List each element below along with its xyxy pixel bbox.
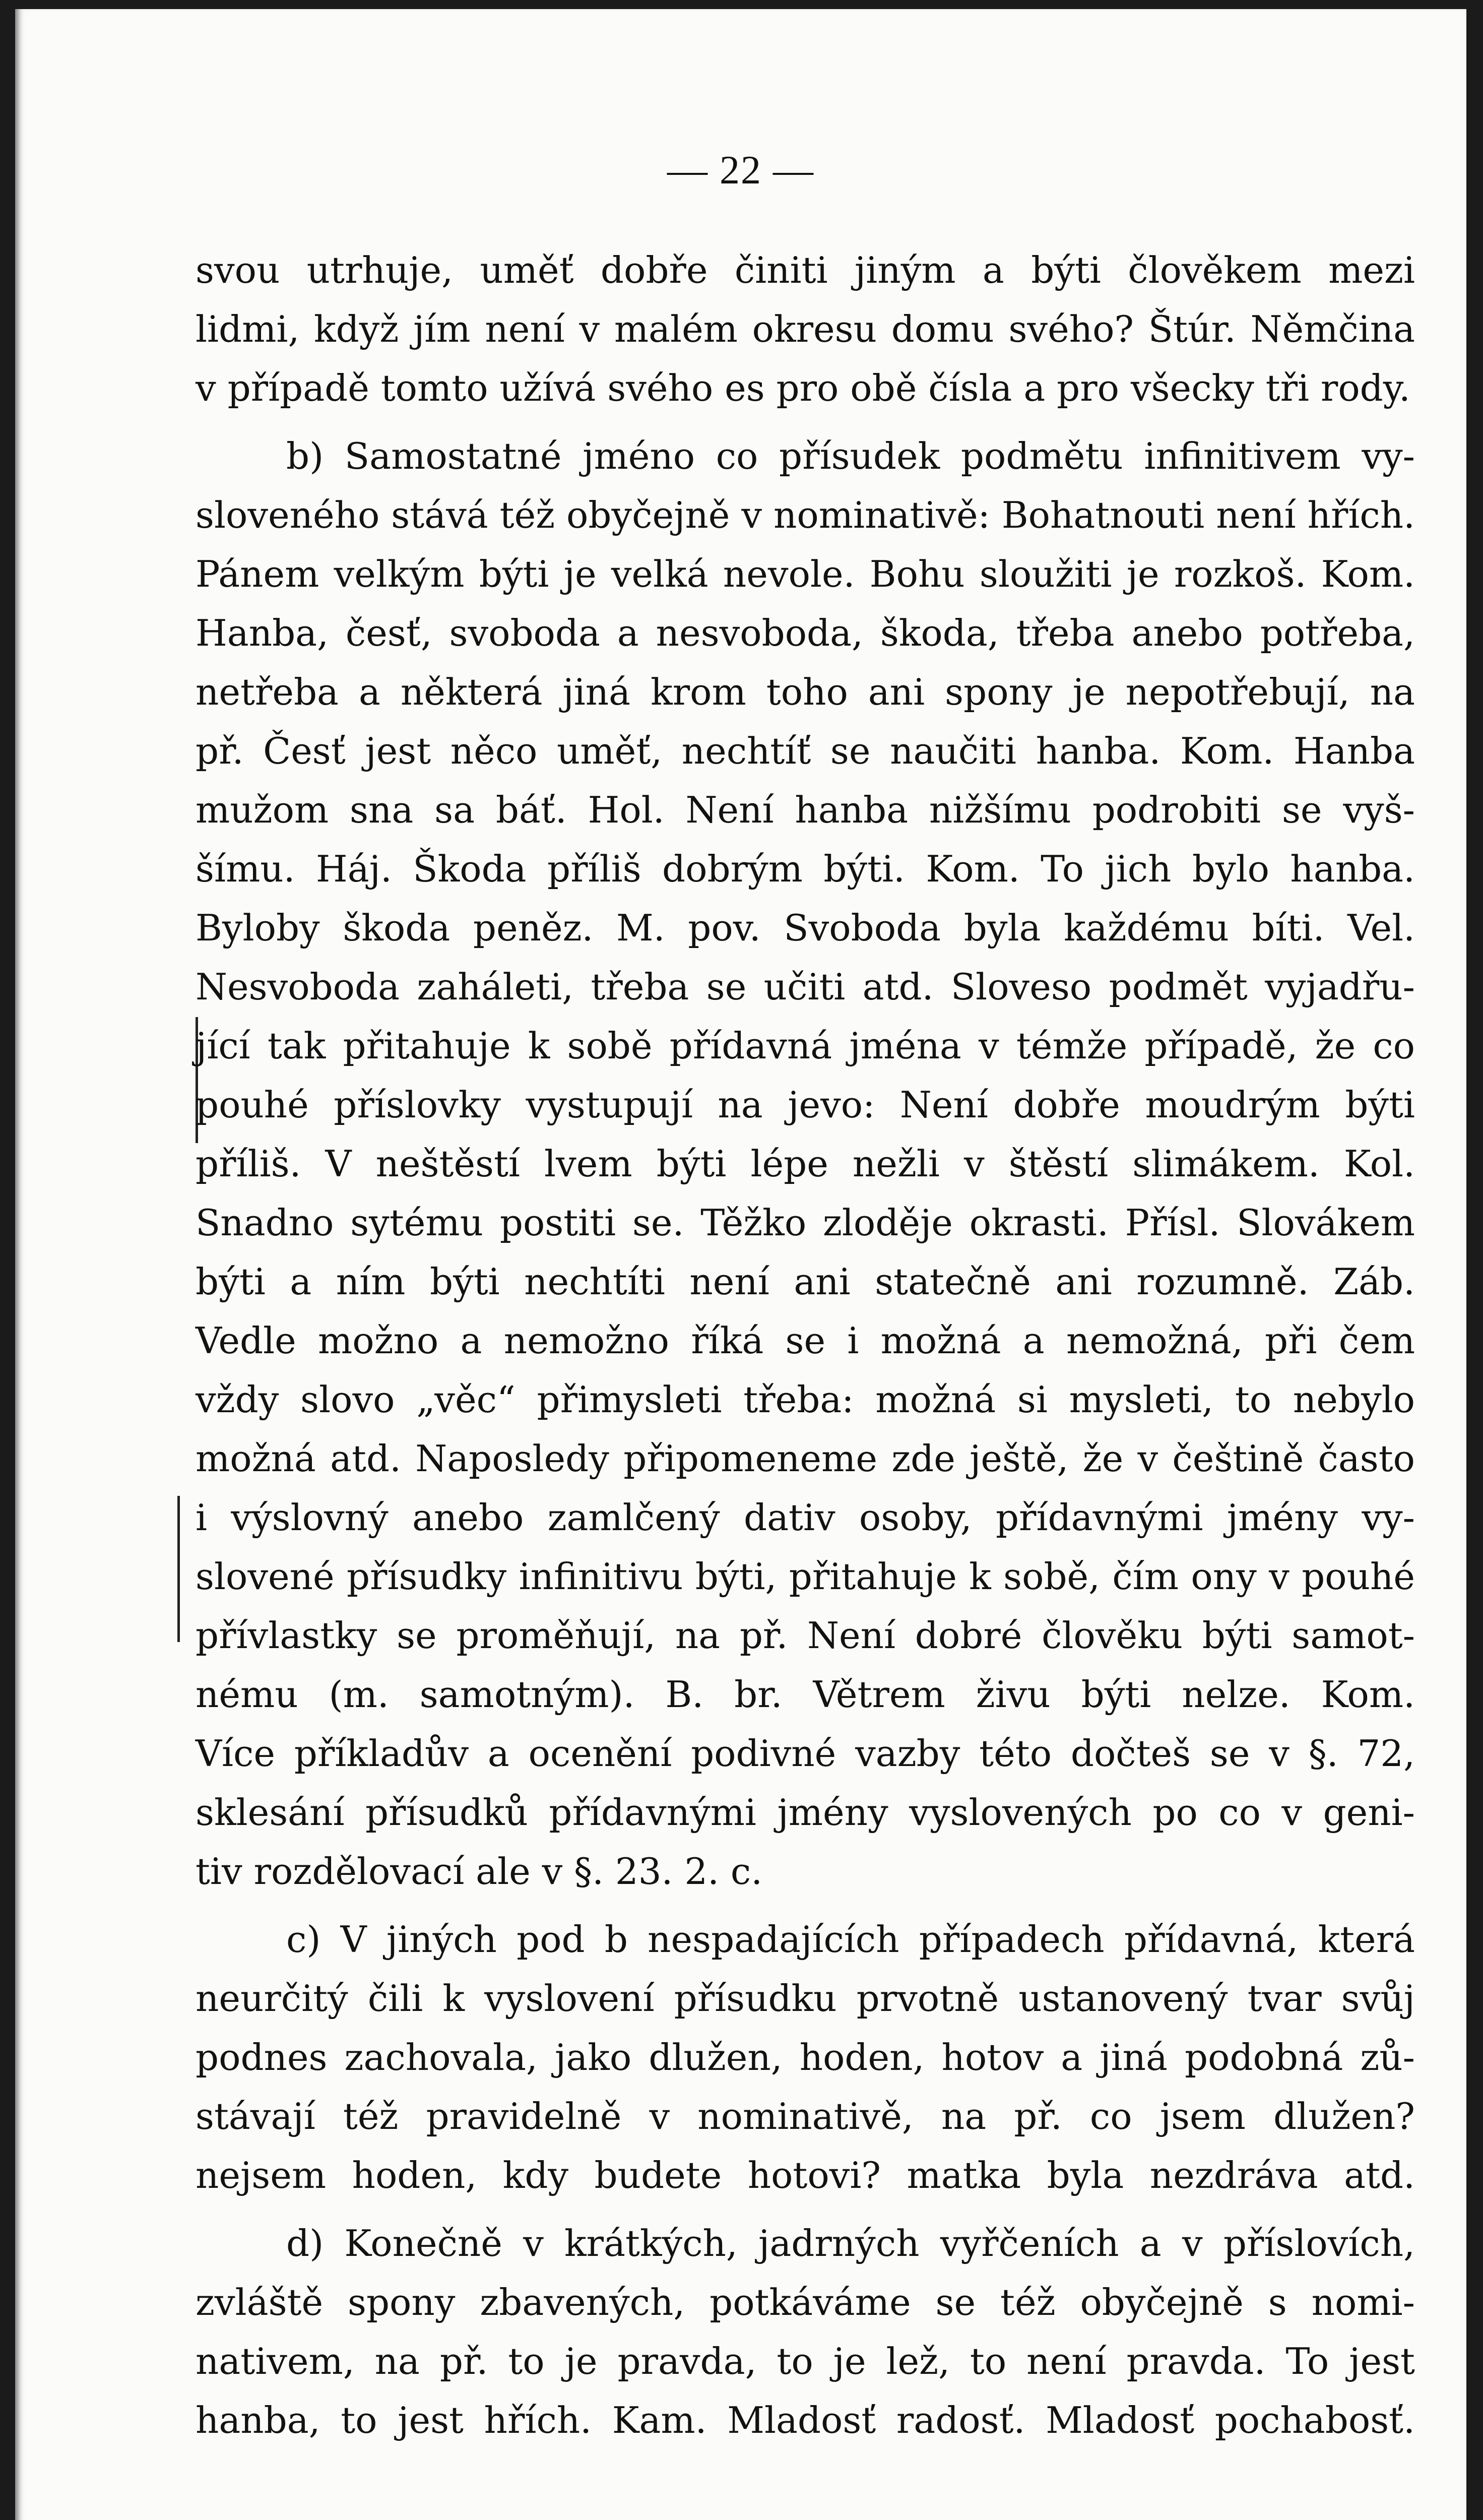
text-line: nejsem hoden, kdy budete hotovi? matka byla nezdráva atd.	[196, 2154, 1415, 2196]
text-line: Hanba, česť, svoboda a nesvoboda, škoda, třeba anebo potřeba,	[196, 612, 1415, 654]
text-line: netřeba a některá jiná krom toho ani spony je nepotřebují, na	[196, 671, 1415, 713]
text-line: šímu. Háj. Škoda příliš dobrým býti. Kom. To jich bylo hanba.	[196, 848, 1415, 890]
text-line: Snadno sytému postiti se. Těžko zloděje okrasti. Přísl. Slovákem	[196, 1202, 1415, 1244]
text-line: Byloby škoda peněz. M. pov. Svoboda byla každému bíti. Vel.	[196, 907, 1415, 949]
text-line: zvláště spony zbavených, potkáváme se též obyčejně s nomi-	[196, 2281, 1415, 2323]
text-line: příliš. V neštěstí lvem býti lépe nežli v štěstí slimákem. Kol.	[196, 1143, 1415, 1185]
text-line: př. Česť jest něco uměť, nechtíť se naučiti hanba. Kom. Hanba	[196, 730, 1415, 772]
margin-mark	[177, 1496, 180, 1642]
text-line: Nesvoboda zaháleti, třeba se učiti atd. Sloveso podmět vyjadřu-	[196, 966, 1415, 1008]
text-line: býti a ním býti nechtíti není ani statečně ani rozumně. Záb.	[196, 1261, 1415, 1303]
text-line: Více příkladův a ocenění podivné vazby této dočteš se v §. 72,	[196, 1732, 1415, 1775]
text-line: neurčitý čili k vyslovení přísudku prvotně ustanovený tvar svůj	[196, 1977, 1415, 2020]
text-line: hanba, to jest hřích. Kam. Mladosť radosť. Mladosť pochabosť.	[196, 2399, 1415, 2441]
text-line: Pánem velkým býti je velká nevole. Bohu sloužiti je rozkoš. Kom.	[196, 553, 1415, 595]
text-line: jící tak přitahuje k sobě přídavná jména v témže případě, že co	[196, 1025, 1415, 1067]
text-line: sklesání přísudků přídavnými jmény vyslovených po co v geni-	[196, 1791, 1415, 1834]
text-line: lidmi, když jím není v malém okresu domu svého? Štúr. Němčina	[196, 308, 1415, 350]
text-line: podnes zachovala, jako dlužen, hoden, hotov a jiná podobná zů-	[196, 2036, 1415, 2078]
text-line: tiv rozdělovací ale v §. 23. 2. c.	[196, 1850, 763, 1893]
text-line: slovené přísudky infinitivu býti, přitahuje k sobě, čím ony v pouhé	[196, 1555, 1415, 1598]
text-line: d) Konečně v krátkých, jadrných vyřčeních a v příslovích,	[286, 2222, 1415, 2264]
text-line: Vedle možno a nemožno říká se i možná a nemožná, při čem	[196, 1319, 1415, 1362]
text-line: nativem, na př. to je pravda, to je lež, to není pravda. To jest	[196, 2340, 1415, 2382]
text-line: možná atd. Naposledy připomeneme zde ještě, že v češtině často	[196, 1437, 1415, 1480]
book-page	[15, 9, 1466, 2520]
text-line: vždy slovo „věc“ přimysleti třeba: možná si mysleti, to nebylo	[196, 1378, 1415, 1421]
text-line: přívlastky se proměňují, na př. Není dobré člověku býti samot-	[196, 1614, 1415, 1657]
text-line: nému (m. samotným). B. br. Větrem živu býti nelze. Kom.	[196, 1673, 1415, 1716]
text-line: c) V jiných pod b nespadajících případech přídavná, která	[286, 1918, 1415, 1961]
text-line: b) Samostatné jméno co přísudek podmětu infinitivem vy-	[286, 435, 1415, 477]
text-line: sloveného stává též obyčejně v nominativě: Bohatnouti není hřích.	[196, 494, 1415, 536]
body-text	[196, 241, 1415, 2450]
text-line: i výslovný anebo zamlčený dativ osoby, přídavnými jmény vy-	[196, 1496, 1415, 1539]
text-line: pouhé příslovky vystupují na jevo: Není dobře moudrým býti	[196, 1084, 1415, 1126]
text-line: stávají též pravidelně v nominativě, na př. co jsem dlužen?	[196, 2095, 1415, 2137]
text-line: v případě tomto užívá svého es pro obě čísla a pro všecky tři rody.	[196, 367, 1410, 409]
text-line: svou utrhuje, uměť dobře činiti jiným a býti člověkem mezi	[196, 249, 1415, 291]
page-number: — 22 —	[667, 148, 814, 193]
text-line: mužom sna sa báť. Hol. Není hanba nižšímu podrobiti se vyš-	[196, 789, 1415, 831]
